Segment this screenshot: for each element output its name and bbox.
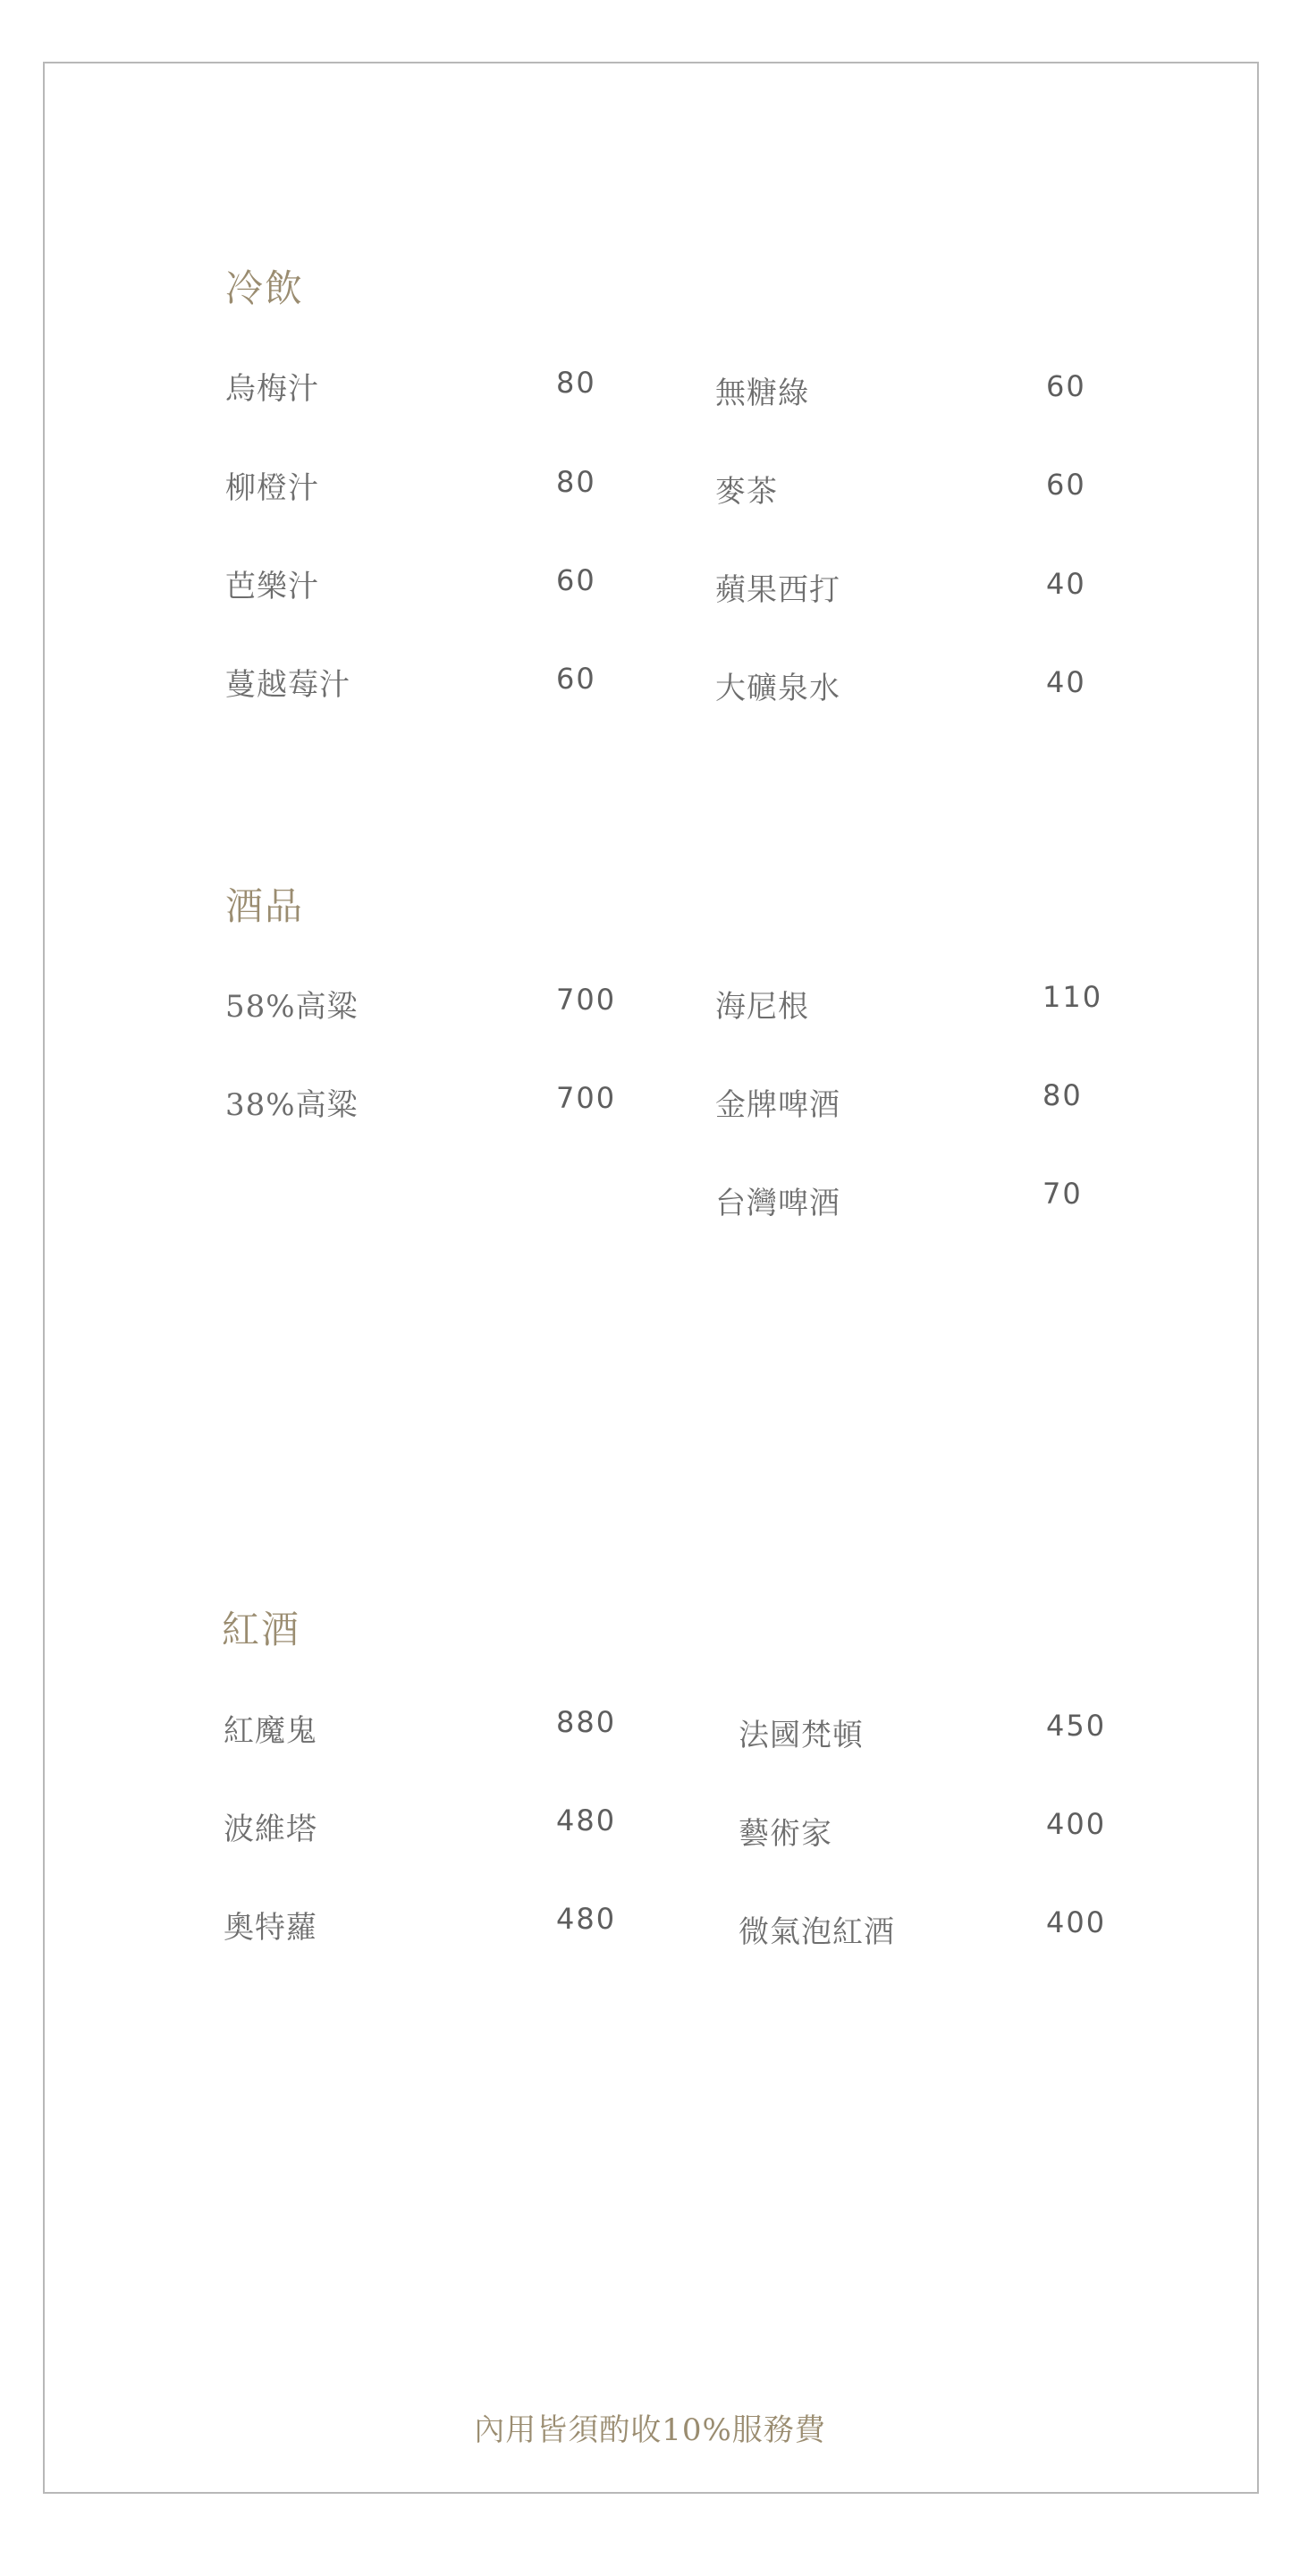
menu-item-name: 台灣啤酒 xyxy=(715,1186,840,1221)
menu-item-name: 蔓越莓汁 xyxy=(225,667,350,703)
menu-item-price: 450 xyxy=(1046,1709,1107,1743)
menu-item-name: 海尼根 xyxy=(715,989,809,1025)
menu-item-name: 烏梅汁 xyxy=(225,371,319,407)
menu-item-name: 麥茶 xyxy=(715,474,778,510)
menu-item-price: 880 xyxy=(556,1705,617,1739)
service-charge-note: 內用皆須酌收10%服務費 xyxy=(474,2412,826,2448)
menu-item-price: 80 xyxy=(556,465,596,499)
menu-item-name: 蘋果西打 xyxy=(715,572,840,608)
menu-item-name: 金牌啤酒 xyxy=(715,1087,840,1123)
menu-item-name: 波維塔 xyxy=(224,1812,317,1847)
menu-frame xyxy=(43,62,1259,2494)
menu-item-price: 60 xyxy=(1046,468,1086,502)
section-title-red-wine: 紅酒 xyxy=(222,1608,301,1651)
menu-item-price: 480 xyxy=(556,1803,617,1837)
menu-item-price: 80 xyxy=(556,366,596,400)
menu-item-name: 紅魔鬼 xyxy=(224,1713,317,1749)
menu-item-price: 60 xyxy=(556,662,596,696)
menu-item-name: 無糖綠 xyxy=(715,376,809,411)
menu-item-price: 480 xyxy=(556,1902,617,1936)
menu-item-name: 58%高粱 xyxy=(225,989,359,1025)
section-title-liquor: 酒品 xyxy=(225,884,305,928)
menu-item-price: 110 xyxy=(1043,980,1103,1014)
section-title-cold-drinks: 冷飲 xyxy=(225,266,305,310)
menu-item-name: 法國梵頓 xyxy=(739,1718,864,1753)
menu-item-name: 微氣泡紅酒 xyxy=(739,1914,895,1950)
menu-item-name: 芭樂汁 xyxy=(225,569,319,604)
menu-item-price: 400 xyxy=(1046,1905,1107,1939)
menu-item-price: 40 xyxy=(1046,665,1086,699)
menu-item-price: 700 xyxy=(556,983,617,1017)
menu-item-price: 70 xyxy=(1043,1177,1083,1211)
menu-item-price: 400 xyxy=(1046,1807,1107,1841)
menu-item-name: 柳橙汁 xyxy=(225,470,319,506)
menu-item-price: 40 xyxy=(1046,567,1086,601)
menu-item-name: 藝術家 xyxy=(739,1816,832,1852)
menu-item-price: 60 xyxy=(1046,369,1086,403)
menu-item-price: 700 xyxy=(556,1081,617,1115)
menu-item-price: 80 xyxy=(1043,1078,1083,1112)
menu-item-name: 38%高粱 xyxy=(225,1087,359,1123)
menu-item-name: 奧特蘿 xyxy=(224,1910,317,1946)
menu-item-price: 60 xyxy=(556,563,596,597)
menu-item-name: 大礦泉水 xyxy=(715,671,840,706)
